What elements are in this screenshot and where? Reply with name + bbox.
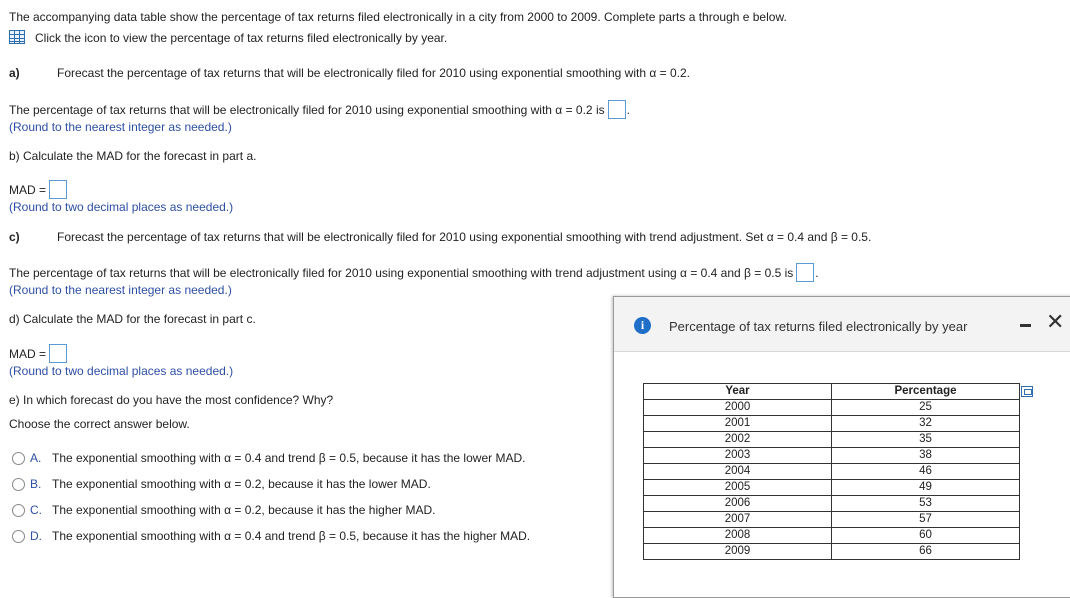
table-row (644, 464, 1020, 480)
option-d-text[interactable]: The exponential smoothing with α = 0.4 and trend β = 0.5, because it has the higher MAD. (52, 529, 531, 543)
part-a-prompt: The percentage of tax returns that will be electronically filed for 2010 using exponential smoothing with α = 0.2 is (9, 103, 605, 117)
option-b-letter[interactable]: B. (30, 477, 42, 491)
part-d-prompt-line (9, 344, 67, 363)
part-b-prompt-line (9, 180, 67, 199)
table-row (644, 512, 1020, 528)
part-a-prompt-line: The percentage of tax returns that will be electronically filed for 2010 using exponential smoothing with α = 0.2 is . (9, 100, 630, 119)
copy-data-icon[interactable] (1021, 386, 1033, 397)
table-row (644, 432, 1020, 448)
info-icon: i (634, 317, 651, 334)
part-d-mad-label: MAD = (9, 347, 47, 361)
year-cell: 2004 (644, 464, 832, 480)
part-a-label: a) (9, 66, 20, 80)
percentage-cell: 32 (832, 416, 1020, 432)
percentage-cell: 49 (832, 480, 1020, 496)
percentage-cell: 35 (832, 432, 1020, 448)
year-cell: 2001 (644, 416, 832, 432)
option-a-radio[interactable] (12, 452, 25, 465)
option-a-letter[interactable]: A. (30, 451, 42, 465)
part-b-hint: (Round to two decimal places as needed.) (9, 200, 234, 214)
part-c-prompt: The percentage of tax returns that will be electronically filed for 2010 using exponential smoothing with trend adjustment using α = 0.4 and β = 0.5 is (9, 266, 794, 280)
header-year: Year (644, 384, 832, 400)
data-popup-window[interactable] (613, 296, 1070, 598)
option-d-radio[interactable] (12, 530, 25, 543)
part-c-answer-input[interactable] (796, 263, 814, 282)
percentage-cell: 38 (832, 448, 1020, 464)
year-cell: 2006 (644, 496, 832, 512)
part-e-label: e) In which forecast do you have the most confidence? Why? (9, 393, 334, 407)
year-cell: 2000 (644, 400, 832, 416)
data-table-icon[interactable] (9, 30, 25, 44)
data-table (643, 383, 1020, 560)
option-c-radio[interactable] (12, 504, 25, 517)
year-cell: 2008 (644, 528, 832, 544)
table-header-row (644, 384, 1020, 400)
part-d-mad-input[interactable] (49, 344, 67, 363)
part-c-hint: (Round to the nearest integer as needed.) (9, 283, 232, 297)
table-row (644, 400, 1020, 416)
popup-header[interactable] (614, 297, 1070, 352)
year-cell: 2007 (644, 512, 832, 528)
option-a-text[interactable]: The exponential smoothing with α = 0.4 and trend β = 0.5, because it has the lower MAD. (52, 451, 526, 465)
year-cell: 2003 (644, 448, 832, 464)
part-b-mad-label: MAD = (9, 183, 47, 197)
option-d-letter[interactable]: D. (30, 529, 42, 543)
part-a-answer-input[interactable] (608, 100, 626, 119)
percentage-cell: 25 (832, 400, 1020, 416)
intro-icon-link: Click the icon to view the percentage of tax returns filed electronically by year. (35, 31, 448, 45)
part-a-hint: (Round to the nearest integer as needed.) (9, 120, 232, 134)
percentage-cell: 60 (832, 528, 1020, 544)
table-row (644, 496, 1020, 512)
percentage-cell: 57 (832, 512, 1020, 528)
part-c-question: Forecast the percentage of tax returns that will be electronically filed for 2010 using exponential smoothing with trend adjustment. Set α = 0.4 and β = 0.5. (57, 230, 872, 244)
option-c-text[interactable]: The exponential smoothing with α = 0.2, because it has the higher MAD. (52, 503, 436, 517)
table-row (644, 416, 1020, 432)
table-row (644, 448, 1020, 464)
intro-text: The accompanying data table show the percentage of tax returns filed electronically in a city from 2000 to 2009. Complete parts a through e below. (9, 10, 787, 24)
part-c-label: c) (9, 230, 20, 244)
percentage-cell: 46 (832, 464, 1020, 480)
part-b-mad-input[interactable] (49, 180, 67, 199)
option-b-text[interactable]: The exponential smoothing with α = 0.2, because it has the lower MAD. (52, 477, 431, 491)
percentage-cell: 66 (832, 544, 1020, 560)
percentage-cell: 53 (832, 496, 1020, 512)
part-b-label: b) Calculate the MAD for the forecast in part a. (9, 149, 257, 163)
year-cell: 2002 (644, 432, 832, 448)
part-d-hint: (Round to two decimal places as needed.) (9, 364, 234, 378)
option-b-radio[interactable] (12, 478, 25, 491)
table-row (644, 528, 1020, 544)
close-icon[interactable]: ✕ (1046, 309, 1065, 334)
header-percentage: Percentage (832, 384, 1020, 400)
part-d-label: d) Calculate the MAD for the forecast in part c. (9, 312, 256, 326)
part-c-prompt-line: The percentage of tax returns that will be electronically filed for 2010 using exponential smoothing with trend adjustment using α = 0.4 and β = 0.5 is . (9, 263, 819, 282)
year-cell: 2005 (644, 480, 832, 496)
part-e-instruction: Choose the correct answer below. (9, 417, 190, 431)
popup-title: Percentage of tax returns filed electronically by year (669, 319, 968, 334)
part-a-question: Forecast the percentage of tax returns that will be electronically filed for 2010 using exponential smoothing with α = 0.2. (57, 66, 690, 80)
option-c-letter[interactable]: C. (30, 503, 42, 517)
table-row (644, 544, 1020, 560)
year-cell: 2009 (644, 544, 832, 560)
table-row (644, 480, 1020, 496)
minimize-icon[interactable] (1020, 324, 1031, 327)
